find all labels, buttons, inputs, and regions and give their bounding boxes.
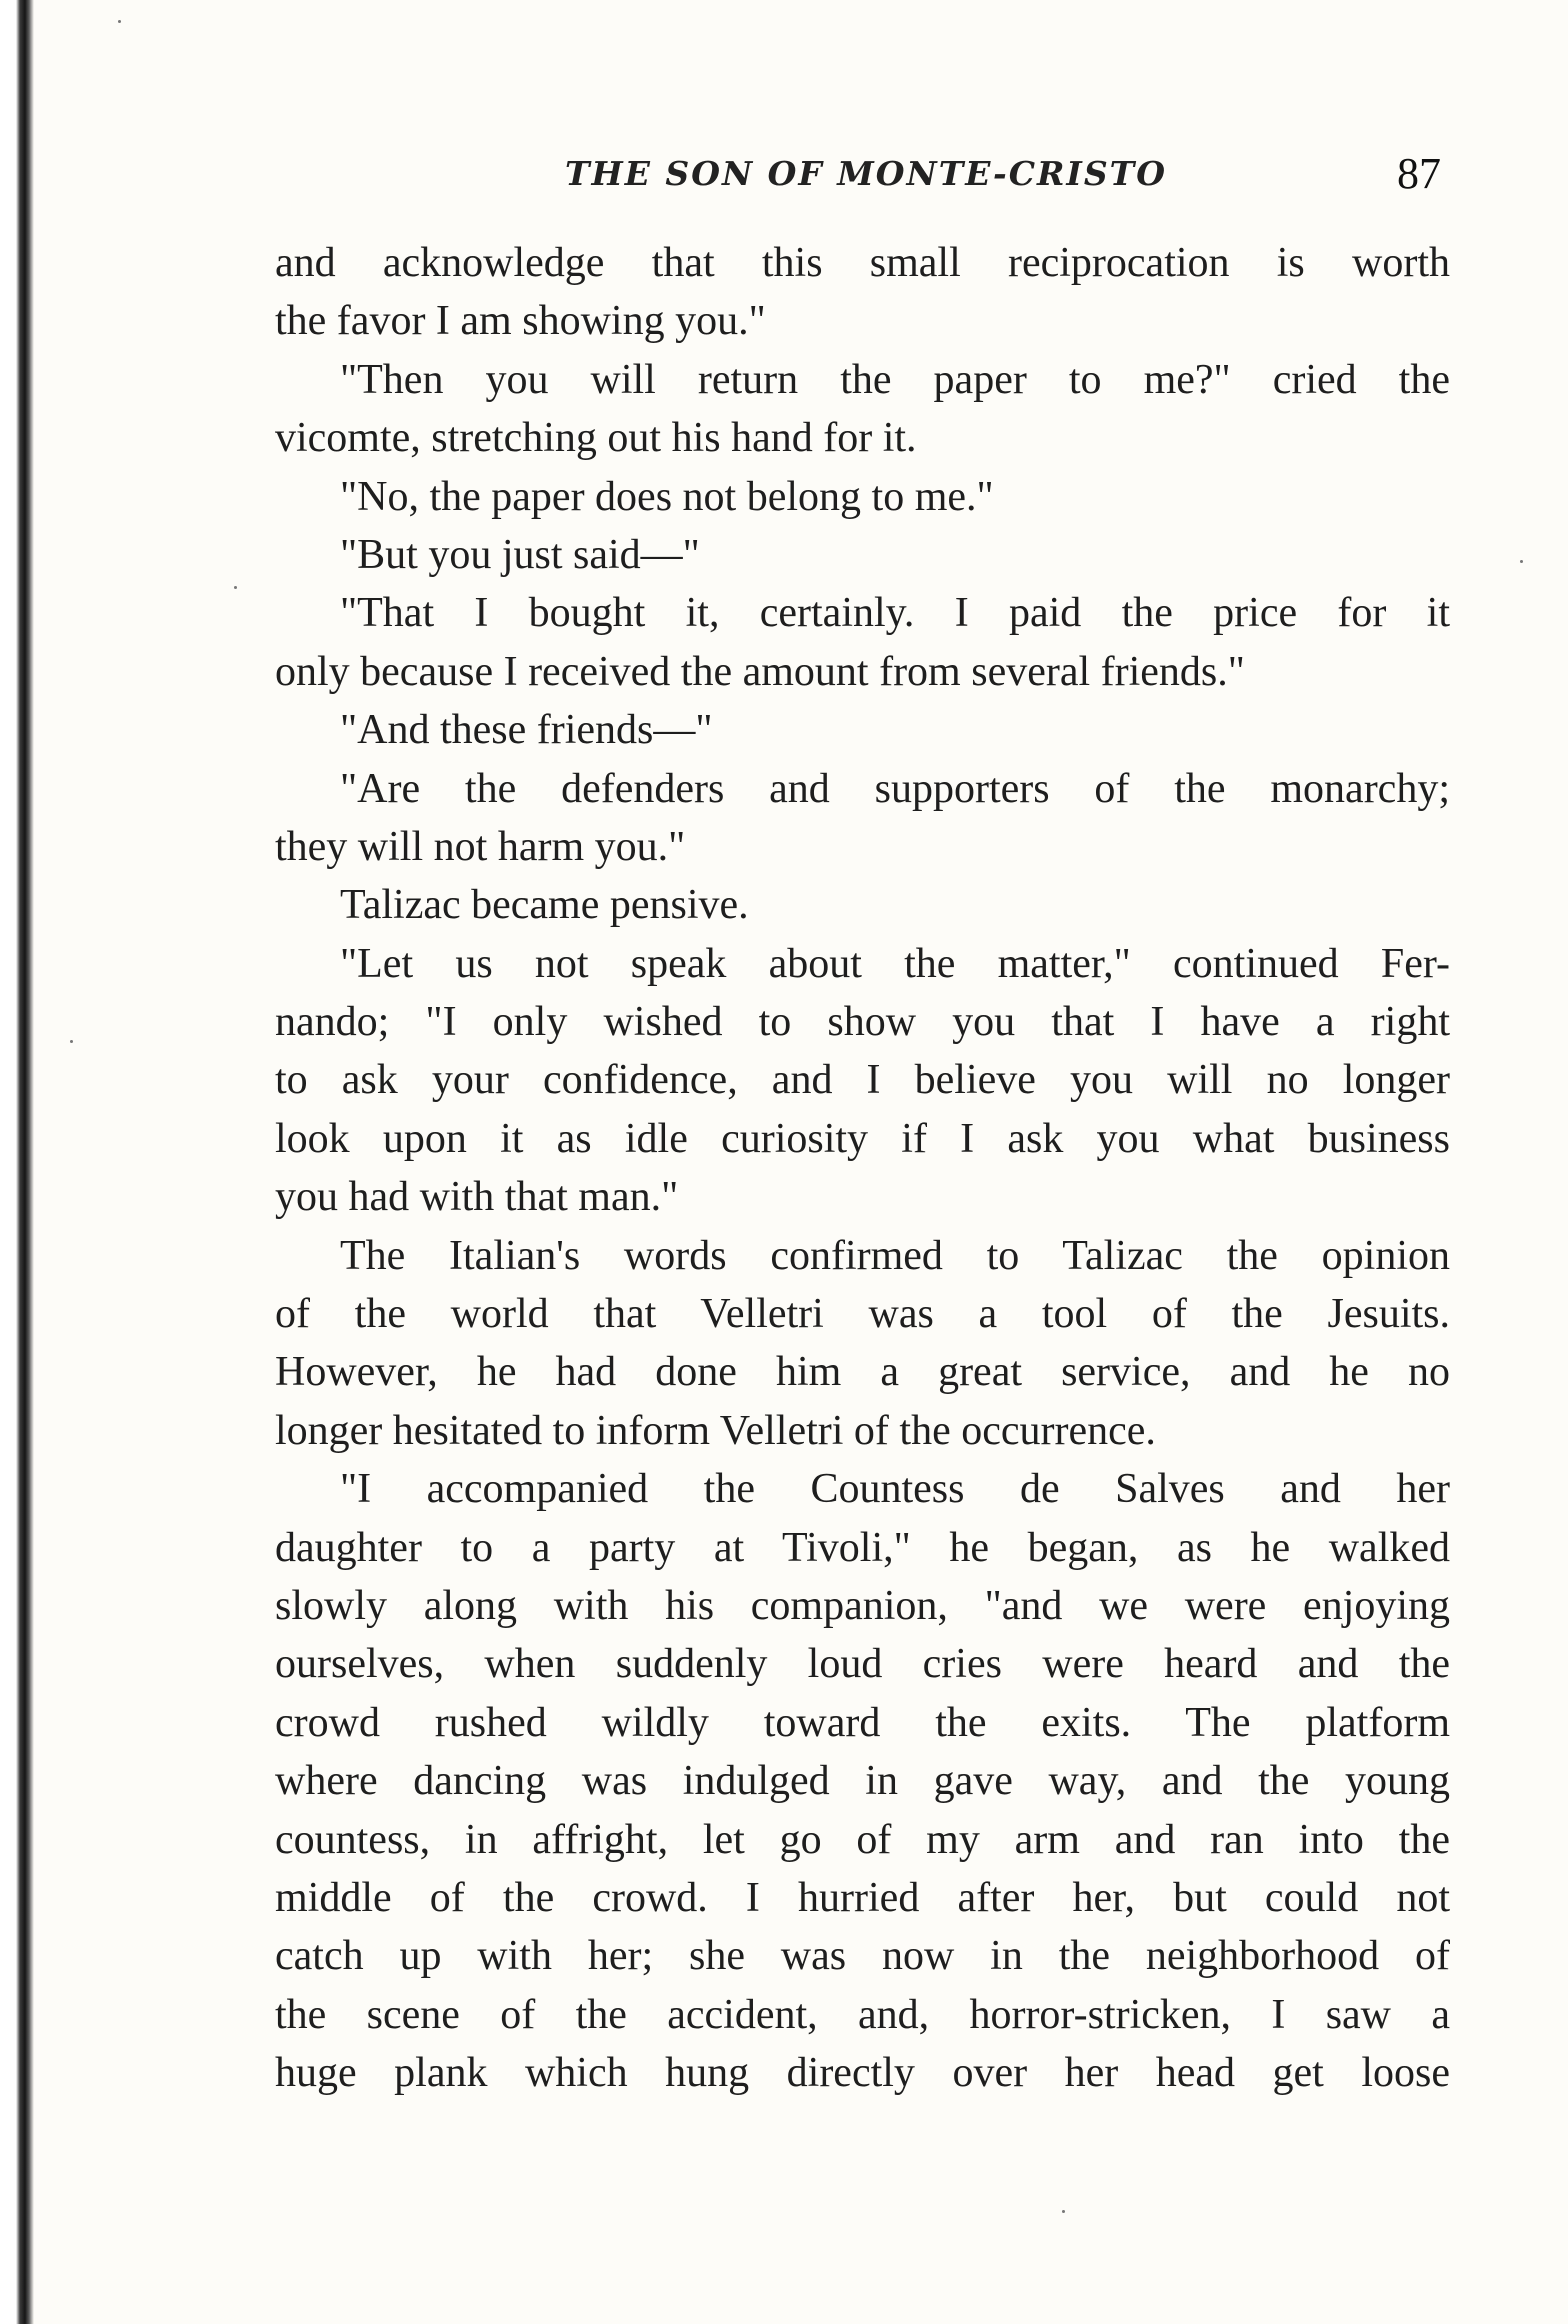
- paper-speck: [118, 20, 121, 23]
- binding-edge: [0, 0, 34, 2324]
- page-number: 87: [1397, 149, 1441, 198]
- text-line: "That I bought it, certainly. I paid the price for it: [340, 590, 1450, 637]
- text-line: ourselves, when suddenly loud cries were heard and the: [275, 1641, 1450, 1688]
- text-line: where dancing was indulged in gave way, and the young: [275, 1758, 1450, 1805]
- text-line: Talizac became pensive.: [340, 882, 749, 929]
- text-line: the favor I am showing you.": [275, 298, 766, 345]
- text-line: "Are the defenders and supporters of the monarchy;: [340, 765, 1450, 812]
- running-title: THE SON OF MONTE-CRISTO: [565, 154, 1167, 193]
- text-line: "And these friends—": [340, 707, 713, 754]
- paper-speck: [234, 586, 237, 589]
- body-text: [275, 234, 1450, 2103]
- text-line: they will not harm you.": [275, 823, 686, 870]
- text-line: look upon it as idle curiosity if I ask you what business: [275, 1115, 1450, 1162]
- text-line: "Let us not speak about the matter," continued Fer-: [340, 940, 1450, 987]
- text-line: middle of the crowd. I hurried after her, but could not: [275, 1874, 1450, 1921]
- text-line: you had with that man.": [275, 1174, 679, 1221]
- text-line: of the world that Velletri was a tool of the Jesuits.: [275, 1291, 1450, 1338]
- text-line: "I accompanied the Countess de Salves and her: [340, 1466, 1450, 1513]
- paper-speck: [70, 1040, 73, 1043]
- text-line: nando; "I only wished to show you that I have a right: [275, 999, 1450, 1046]
- text-line: crowd rushed wildly toward the exits. The platform: [275, 1699, 1450, 1746]
- text-line: only because I received the amount from several friends.": [275, 648, 1245, 695]
- text-line: countess, in affright, let go of my arm and ran into the: [275, 1816, 1450, 1863]
- text-line: daughter to a party at Tivoli," he began, as he walked: [275, 1524, 1450, 1571]
- text-line: longer hesitated to inform Velletri of the occurrence.: [275, 1407, 1156, 1454]
- text-line: vicomte, stretching out his hand for it.: [275, 415, 917, 462]
- paper-speck: [1520, 560, 1523, 563]
- text-line: and acknowledge that this small reciprocation is worth: [275, 240, 1450, 286]
- text-line: the scene of the accident, and, horror-stricken, I saw a: [275, 1991, 1450, 2038]
- text-line: However, he had done him a great service, and he no: [275, 1349, 1450, 1396]
- text-line: "No, the paper does not belong to me.": [340, 473, 994, 520]
- text-line: slowly along with his companion, "and we were enjoying: [275, 1582, 1450, 1629]
- running-head: [275, 149, 1445, 204]
- text-line: catch up with her; she was now in the neighborhood of: [275, 1933, 1450, 1980]
- text-line: The Italian's words confirmed to Talizac the opinion: [340, 1232, 1450, 1279]
- text-line: huge plank which hung directly over her head get loose: [275, 2050, 1450, 2097]
- text-line: "But you just said—": [340, 531, 700, 578]
- paper-speck: [1062, 2210, 1065, 2213]
- text-line: to ask your confidence, and I believe you will no longer: [275, 1057, 1450, 1104]
- text-line: "Then you will return the paper to me?" cried the: [340, 356, 1450, 403]
